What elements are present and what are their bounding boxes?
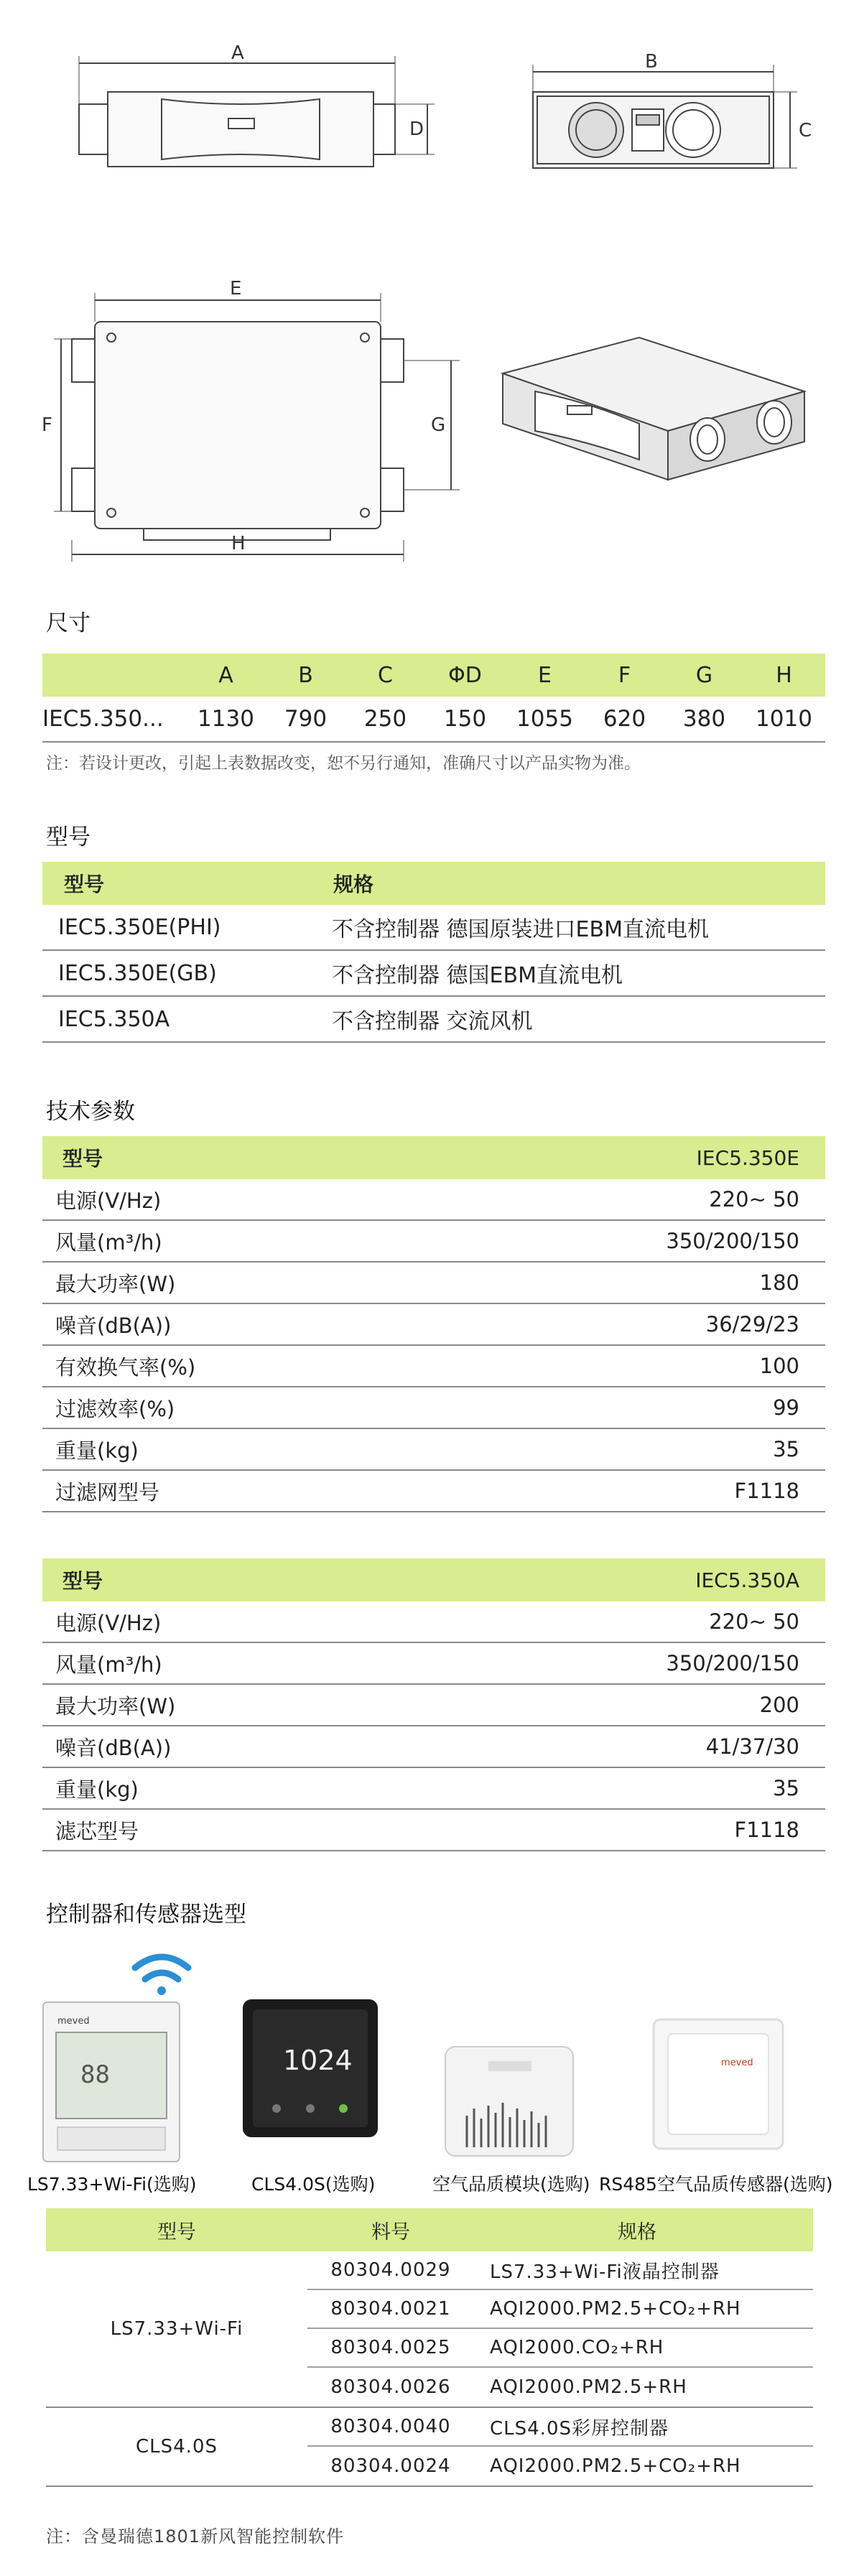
tech-row	[42, 1768, 825, 1810]
dim-header-cell: H	[776, 662, 792, 688]
tech-key: 最大功率(W)	[55, 1271, 176, 1296]
dim-header-cell: F	[618, 662, 631, 688]
dim-header-cell: A	[218, 662, 233, 688]
tech-row	[42, 1810, 825, 1851]
tech-value: 36/29/23	[705, 1312, 799, 1336]
model-spec: 不含控制器 德国EBM直流电机	[332, 963, 623, 988]
controller-code: 80304.0026	[330, 2376, 451, 2398]
tech-value: F1118	[734, 1479, 799, 1503]
controller-group-model: LS7.33+Wi-Fi	[110, 2318, 243, 2340]
tech-key: 噪音(dB(A))	[55, 1313, 172, 1338]
tech-header-value: IEC5.350E	[696, 1145, 799, 1170]
controllers-table	[46, 2208, 813, 2487]
controller-spec: AQI2000.PM2.5+CO₂+RH	[490, 2455, 741, 2477]
controller-code: 80304.0021	[330, 2298, 451, 2320]
tech-key: 过滤效率(%)	[55, 1396, 175, 1421]
dim-header-cell: C	[378, 662, 393, 688]
tech-key: 噪音(dB(A))	[55, 1735, 172, 1760]
tech-row	[42, 1685, 825, 1726]
technical-drawings	[0, 0, 859, 575]
rs485-sensor-image	[654, 2019, 783, 2149]
dim-value-cell: 1130	[198, 706, 254, 732]
tech-key: 滤芯型号	[55, 1818, 139, 1843]
dim-value-cell: 250	[363, 706, 407, 732]
controllers-title: 控制器和传感器选型	[46, 1902, 246, 1928]
controller-code: 80304.0040	[330, 2416, 451, 2437]
tech-row	[42, 1643, 825, 1685]
tech-key: 电源(V/Hz)	[55, 1188, 162, 1213]
tech-value: 41/37/30	[705, 1734, 799, 1759]
controllers-header-spec: 规格	[618, 2221, 656, 2243]
dim-label-a: A	[231, 42, 244, 64]
model-name: IEC5.350E(PHI)	[58, 914, 221, 940]
dimensions-title: 尺寸	[46, 610, 90, 636]
air-quality-module-image	[445, 2047, 573, 2156]
dim-header-cell: E	[538, 662, 552, 688]
drawing-svg	[0, 0, 859, 575]
tech-key: 风量(m³/h)	[55, 1652, 162, 1677]
dim-label-f: F	[42, 414, 52, 436]
controller-item	[307, 2251, 813, 2290]
controllers-note: 注：含曼瑞德1801新风智能控制软件	[46, 2526, 345, 2547]
controller-item	[307, 2368, 813, 2407]
ls733-controller-image	[43, 2002, 180, 2162]
model-spec: 不含控制器 交流风机	[332, 1009, 533, 1034]
models-title: 型号	[46, 824, 90, 850]
controller-spec: AQI2000.PM2.5+RH	[490, 2376, 687, 2398]
controller-item	[307, 2290, 813, 2329]
controller-spec: AQI2000.PM2.5+CO₂+RH	[490, 2298, 741, 2320]
models-row	[42, 905, 825, 951]
tech-key: 重量(kg)	[55, 1438, 139, 1463]
controller-code: 80304.0025	[330, 2337, 451, 2358]
tech-row	[42, 1304, 825, 1346]
model-spec: 不含控制器 德国原装进口EBM直流电机	[332, 917, 709, 942]
models-row	[42, 951, 825, 997]
product-label: 空气品质模块(选购)	[432, 2174, 590, 2195]
tech-header-row	[42, 1558, 825, 1601]
product-label: CLS4.0S(选购)	[251, 2174, 376, 2195]
dimensions-table	[42, 654, 825, 743]
dim-value-cell: 1010	[756, 706, 812, 732]
tech-table-a	[42, 1558, 825, 1851]
tech-row	[42, 1601, 825, 1643]
tech-value: 35	[773, 1776, 799, 1800]
wifi-icon	[135, 1957, 188, 1995]
dim-label-c: C	[799, 120, 812, 141]
controller-code: 80304.0024	[330, 2455, 451, 2477]
models-table	[42, 862, 825, 1043]
tech-key: 有效换气率(%)	[55, 1354, 196, 1380]
models-row	[42, 997, 825, 1043]
tech-value: 220~ 50	[709, 1187, 799, 1212]
models-header-model: 型号	[64, 873, 105, 896]
dim-value-cell: 790	[284, 706, 328, 732]
dim-value-cell: 620	[603, 706, 646, 732]
tech-value: 200	[759, 1693, 799, 1717]
tech-value: 100	[759, 1354, 799, 1378]
dimensions-data-row	[42, 697, 825, 743]
cls40s-controller-image	[243, 1999, 378, 2137]
dim-label-d: D	[409, 118, 424, 140]
tech-key: 风量(m³/h)	[55, 1229, 162, 1255]
tech-value: 350/200/150	[666, 1229, 799, 1253]
tech-key: 过滤网型号	[55, 1479, 160, 1505]
tech-value: 350/200/150	[666, 1651, 799, 1675]
controller-item	[307, 2329, 813, 2368]
controller-spec: CLS4.0S彩屏控制器	[490, 2417, 669, 2440]
dim-value-cell: 380	[682, 706, 726, 732]
tech-row	[42, 1471, 825, 1512]
dim-header-cell: ΦD	[448, 662, 482, 688]
tech-header-label: 型号	[62, 1569, 103, 1593]
tech-value: 35	[773, 1437, 799, 1461]
tech-row	[42, 1179, 825, 1221]
tech-title: 技术参数	[46, 1099, 135, 1125]
tech-row	[42, 1263, 825, 1304]
controllers-header-model: 型号	[157, 2221, 196, 2243]
rs485-brand: meved	[721, 2057, 753, 2068]
svg-text:88: 88	[80, 2060, 110, 2089]
tech-row	[42, 1221, 825, 1263]
controllers-header-code: 料号	[371, 2221, 410, 2243]
tech-row	[42, 1346, 825, 1387]
dim-label-e: E	[230, 278, 242, 299]
dim-value-cell: 150	[443, 706, 487, 732]
models-header-spec: 规格	[333, 873, 374, 896]
tech-table-e	[42, 1136, 825, 1512]
tech-value: F1118	[734, 1818, 799, 1842]
dim-header-cell: G	[695, 662, 713, 688]
dim-label-b: B	[645, 51, 658, 73]
dim-label-h: H	[231, 533, 246, 554]
controller-group-model: CLS4.0S	[136, 2436, 218, 2458]
dimensions-note: 注：若设计更改，引起上表数据改变，恕不另行通知，准确尺寸以产品实物为准。	[46, 754, 641, 773]
model-name: IEC5.350A	[58, 1006, 170, 1032]
controller-group	[46, 2408, 813, 2487]
controller-code: 80304.0029	[330, 2259, 451, 2281]
controller-group	[46, 2251, 813, 2408]
tech-row	[42, 1726, 825, 1768]
controller-spec: LS7.33+Wi-Fi液晶控制器	[490, 2261, 720, 2283]
tech-header-value: IEC5.350A	[695, 1568, 799, 1592]
models-header-row	[42, 862, 825, 905]
dimensions-header-row	[42, 654, 825, 697]
model-name: IEC5.350E(GB)	[58, 960, 217, 986]
cls40s-screen-value: 1024	[283, 2045, 353, 2076]
tech-header-label: 型号	[62, 1147, 103, 1171]
tech-key: 重量(kg)	[55, 1777, 139, 1802]
controller-item	[307, 2408, 813, 2447]
controller-spec: AQI2000.CO₂+RH	[490, 2337, 664, 2358]
product-label: RS485空气品质传感器(选购)	[599, 2174, 833, 2195]
tech-value: 220~ 50	[709, 1609, 799, 1634]
dim-label-g: G	[431, 414, 446, 436]
controllers-header-row	[46, 2208, 813, 2251]
tech-header-row	[42, 1136, 825, 1179]
dim-value-cell: 1055	[516, 706, 573, 732]
tech-value: 99	[773, 1395, 799, 1420]
tech-row	[42, 1429, 825, 1471]
product-label: LS7.33+Wi-Fi(选购)	[27, 2174, 197, 2195]
tech-row	[42, 1387, 825, 1429]
controller-item	[307, 2447, 813, 2486]
tech-key: 最大功率(W)	[55, 1693, 176, 1719]
tech-key: 电源(V/Hz)	[55, 1610, 162, 1635]
ls733-brand: meved	[57, 2016, 90, 2027]
tech-value: 180	[759, 1270, 799, 1295]
dim-model-cell: IEC5.350...	[42, 706, 164, 732]
dim-header-cell: B	[298, 662, 313, 688]
